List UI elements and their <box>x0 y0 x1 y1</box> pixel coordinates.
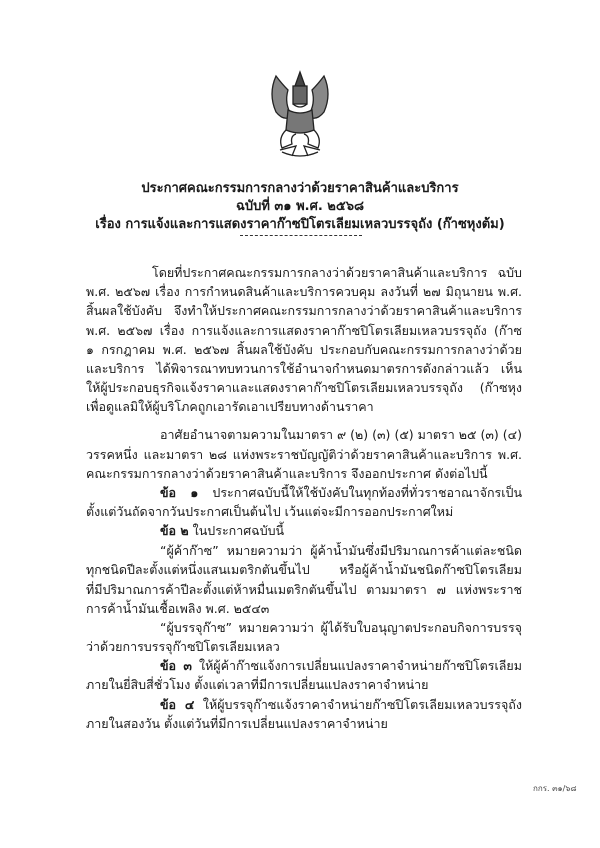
body-line: ที่มีปริมาณการค้าปีละตั้งแต่ห้าหมื่นเมตริกตันขึ้นไป ตามมาตรา ๗ แห่งพระราช <box>86 582 522 597</box>
body-line: อาศัยอำนาจตามความในมาตรา ๙ (๒) (๓) (๕) มาตรา ๒๕ (๓) (๔) <box>160 427 522 442</box>
document-reference: กกร. ๓๑/๖๘ <box>533 784 577 793</box>
body-line: โดยที่ประกาศคณะกรรมการกลางว่าด้วยราคาสินค้าและบริการ ฉบับ <box>152 265 522 280</box>
body-line: ให้ผู้ประกอบธุรกิจแจ้งราคาและแสดงราคาก๊าซปิโตรเลียมเหลวบรรจุถัง (ก๊าซหุง <box>86 380 522 395</box>
title-divider <box>240 235 362 236</box>
body-line: วรรคหนึ่ง และมาตรา ๒๘ แห่งพระราชบัญญัติว่าด้วยราคาสินค้าและบริการ พ.ศ. <box>86 447 522 462</box>
body-line: ภายในสองวัน ตั้งแต่วันที่มีการเปลี่ยนแปลงราคาจำหน่าย <box>86 716 388 731</box>
definition-gas-trader: “ผู้ค้าก๊าซ” หมายความว่า ผู้ค้าน้ำมันซึ่งมีปริมาณการค้าแต่ละชนิด <box>160 543 522 558</box>
body-line: และบริการ ได้พิจารณาทบทวนการใช้อำนาจกำหนดมาตรการดังกล่าวแล้ว เห็น <box>86 361 522 376</box>
body-line: ภายในยี่สิบสี่ชั่วโมง ตั้งแต่เวลาที่มีการเปลี่ยนแปลงราคาจำหน่าย <box>86 677 429 692</box>
body-line: พ.ศ. ๒๕๖๗ เรื่อง การกำหนดสินค้าและบริการควบคุม ลงวันที่ ๒๗ มิถุนายน พ.ศ. <box>86 284 522 299</box>
garuda-emblem-icon <box>262 64 338 164</box>
body-line: ว่าด้วยการบรรจุก๊าซปิโตรเลียมเหลว <box>86 639 280 654</box>
clause-text: ในประกาศฉบับนี้ <box>192 523 285 538</box>
clause-text: ให้ผู้ค้าก๊าซแจ้งการเปลี่ยนแปลงราคาจำหน่ายก๊าซปิโตรเลียม <box>198 658 522 673</box>
clause-4 <box>160 696 522 714</box>
body-line: ๑ กรกฎาคม พ.ศ. ๒๕๖๗ สิ้นผลใช้บังคับ ประกอบกับคณะกรรมการกลางว่าด้วย <box>86 342 522 357</box>
body-line: เพื่อดูแลมิให้ผู้บริโภคถูกเอารัดเอาเปรียบทางด้านราคา <box>86 399 374 414</box>
body-line: ทุกชนิดปีละตั้งแต่หนึ่งแสนเมตริกตันขึ้นไป หรือผู้ค้าน้ำมันชนิดก๊าซปิโตรเลียม <box>86 562 522 577</box>
clause-label: ข้อ ๓ <box>160 658 192 673</box>
definition-gas-filler: “ผู้บรรจุก๊าซ” หมายความว่า ผู้ได้รับใบอนุญาตประกอบกิจการบรรจุ <box>160 620 522 635</box>
announcement-title: ประกาศคณะกรรมการกลางว่าด้วยราคาสินค้าและบริการ <box>141 181 459 196</box>
clause-1 <box>160 484 522 502</box>
body-line: การค้าน้ำมันเชื้อเพลิง พ.ศ. ๒๕๔๓ <box>86 601 270 616</box>
clause-text: ประกาศฉบับนี้ให้ใช้บังคับในทุกท้องที่ทั่วราชอาณาจักรเป็น <box>212 485 522 500</box>
announcement-subject: เรื่อง การแจ้งและการแสดงราคาก๊าซปิโตรเลียมเหลวบรรจุถัง (ก๊าซหุงต้ม) <box>95 217 505 232</box>
body-line: สิ้นผลใช้บังคับ จึงทำให้ประกาศคณะกรรมการกลางว่าด้วยราคาสินค้าและบริการ <box>86 303 522 318</box>
body-line: คณะกรรมการกลางว่าด้วยราคาสินค้าและบริการ จึงออกประกาศ ดังต่อไปนี้ <box>86 466 488 481</box>
clause-label: ข้อ ๔ <box>160 697 195 712</box>
clause-text: ให้ผู้บรรจุก๊าซแจ้งราคาจำหน่ายก๊าซปิโตรเลียมเหลวบรรจุถัง <box>202 697 522 712</box>
clause-3 <box>160 657 522 675</box>
clause-label: ข้อ ๑ <box>160 485 199 500</box>
clause-label: ข้อ ๒ <box>160 523 189 538</box>
clause-2 <box>160 522 284 540</box>
body-line: ตั้งแต่วันถัดจากวันประกาศเป็นต้นไป เว้นแต่จะมีการออกประกาศใหม่ <box>86 504 454 519</box>
body-line: พ.ศ. ๒๕๖๗ เรื่อง การแจ้งและการแสดงราคาก๊าซปิโตรเลียมเหลวบรรจุถัง (ก๊าซ <box>86 323 522 338</box>
announcement-issue: ฉบับที่ ๓๑ พ.ศ. ๒๕๖๘ <box>235 199 365 214</box>
